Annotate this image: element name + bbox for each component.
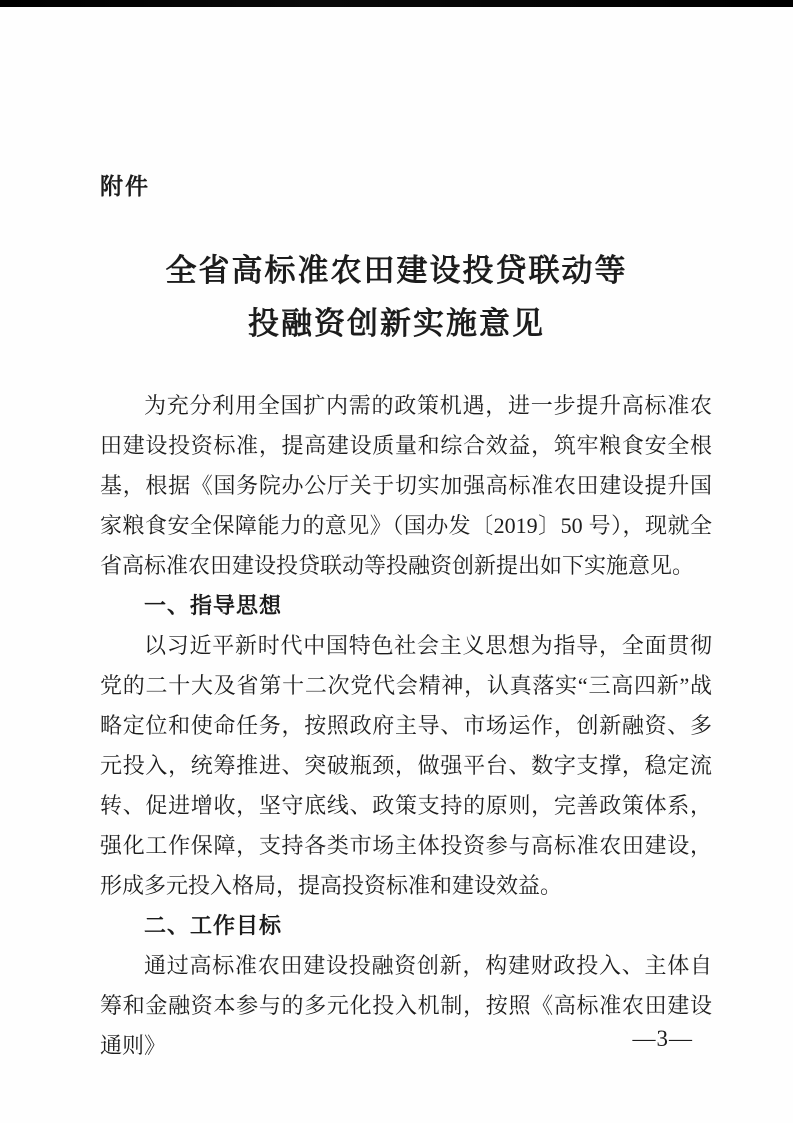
section-heading-1: 一、指导思想 — [144, 593, 283, 618]
scan-artifact-bar — [0, 0, 793, 7]
document-title — [0, 244, 793, 350]
section-2-paragraph: 通过高标准农田建设投融资创新，构建财政投入、主体自筹和金融资本参与的多元化投入机制，按照《高标准农田建设通则》 — [100, 953, 712, 1058]
page-number: —3— — [632, 1026, 693, 1051]
section-1-paragraph: 以习近平新时代中国特色社会主义思想为指导，全面贯彻党的二十大及省第十二次党代会精神，认真落实“三高四新”战略定位和使命任务，按照政府主导、市场运作，创新融资、多元投入，统筹推进、突破瓶颈，做强平台、数字支撑，稳定流转、促进增收，坚守底线、政策支持的原则，完善政策体系，强化工作保障，支持各类市场主体投资参与高标准农田建设，形成多元投入格局，提高投资标准和建设效益。 — [100, 633, 712, 898]
document-body — [100, 386, 712, 1066]
document-title-line1: 全省高标准农田建设投贷联动等 — [165, 253, 628, 288]
attachment-label: 附件 — [100, 173, 150, 199]
section-heading-2: 二、工作目标 — [144, 913, 283, 938]
intro-paragraph: 为充分利用全国扩内需的政策机遇，进一步提升高标准农田建设投资标准，提高建设质量和综合效益，筑牢粮食安全根基，根据《国务院办公厅关于切实加强高标准农田建设提升国家粮食安全保障能力的意见》（国办发〔2019〕50 号），现就全省高标准农田建设投贷联动等投融资创新提出如下实施意见。 — [100, 393, 712, 578]
document-title-line2: 投融资创新实施意见 — [248, 306, 545, 341]
